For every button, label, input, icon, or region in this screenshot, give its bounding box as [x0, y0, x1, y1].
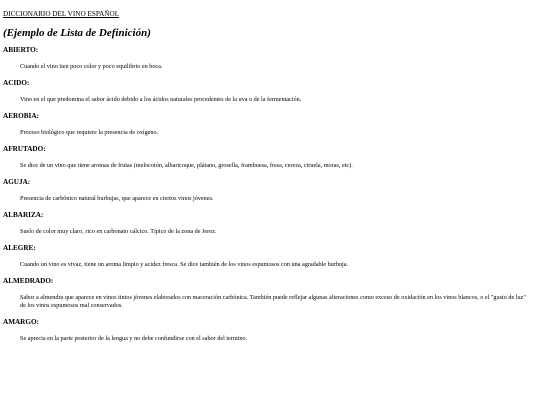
- dictionary-link[interactable]: DICCIONARIO DEL VINO ESPAÑOL: [3, 10, 120, 18]
- term-amargo: AMARGO:: [3, 318, 39, 326]
- definition-alegre: Cuando un vino es vivaz, tiene un aroma limpio y acidez fresca. Se dice también de los vinos espumosos con una agradable burbuja.: [20, 261, 349, 268]
- definition-acido: Vino en el que predomina el sabor ácido debido a los ácidos naturales procedentes de la uva o de la fermentación.: [20, 96, 302, 103]
- definition-amargo: Se aprecia en la parte posterior de la lengua y no debe confundirse con el sabor del termino.: [20, 335, 248, 342]
- term-acido: ACIDO:: [3, 79, 30, 87]
- definition-list: [3, 46, 540, 343]
- term-almedrado: ALMEDRADO:: [3, 277, 54, 285]
- page-title: (Ejemplo de Lista de Definición): [3, 27, 151, 39]
- term-alegre: ALEGRE:: [3, 244, 36, 252]
- definition-aerobia: Proceso biológico que requiere la presencia de oxígeno.: [20, 129, 159, 136]
- term-aerobia: AEROBIA:: [3, 112, 39, 120]
- term-abierto: ABIERTO:: [3, 46, 39, 54]
- definition-afrutado: Se dice de un vino que tiene aromas de frutas (melocotón, albaricoque, plátano, grosella, frambuesa, fresa, cereza, ciruela, moras, etc).: [20, 162, 353, 169]
- term-afrutado: AFRUTADO:: [3, 145, 46, 153]
- term-albariza: ALBARIZA:: [3, 211, 44, 219]
- definition-abierto: Cuando el vino tien poco color y poco equilibrio en boca.: [20, 63, 163, 70]
- definition-albariza: Suelo de color muy claro, rico en carbonato cálcico. Típico de la zona de Jerez.: [20, 228, 217, 235]
- definition-almedrado: Sabor a almendra que aparece en vinos tintos jóvenes elaborados con maceración carbónica. También puede reflejar algunas alteraciones como exceso de oxidación en los vinos blancos, o el "gusto de luz" de los vinos espumosos mal conservados.: [20, 294, 526, 309]
- definition-aguja: Presencia de carbónico natural burbujas, que aparece en ciertos vinos jóvenes.: [20, 195, 214, 202]
- term-aguja: AGUJA:: [3, 178, 31, 186]
